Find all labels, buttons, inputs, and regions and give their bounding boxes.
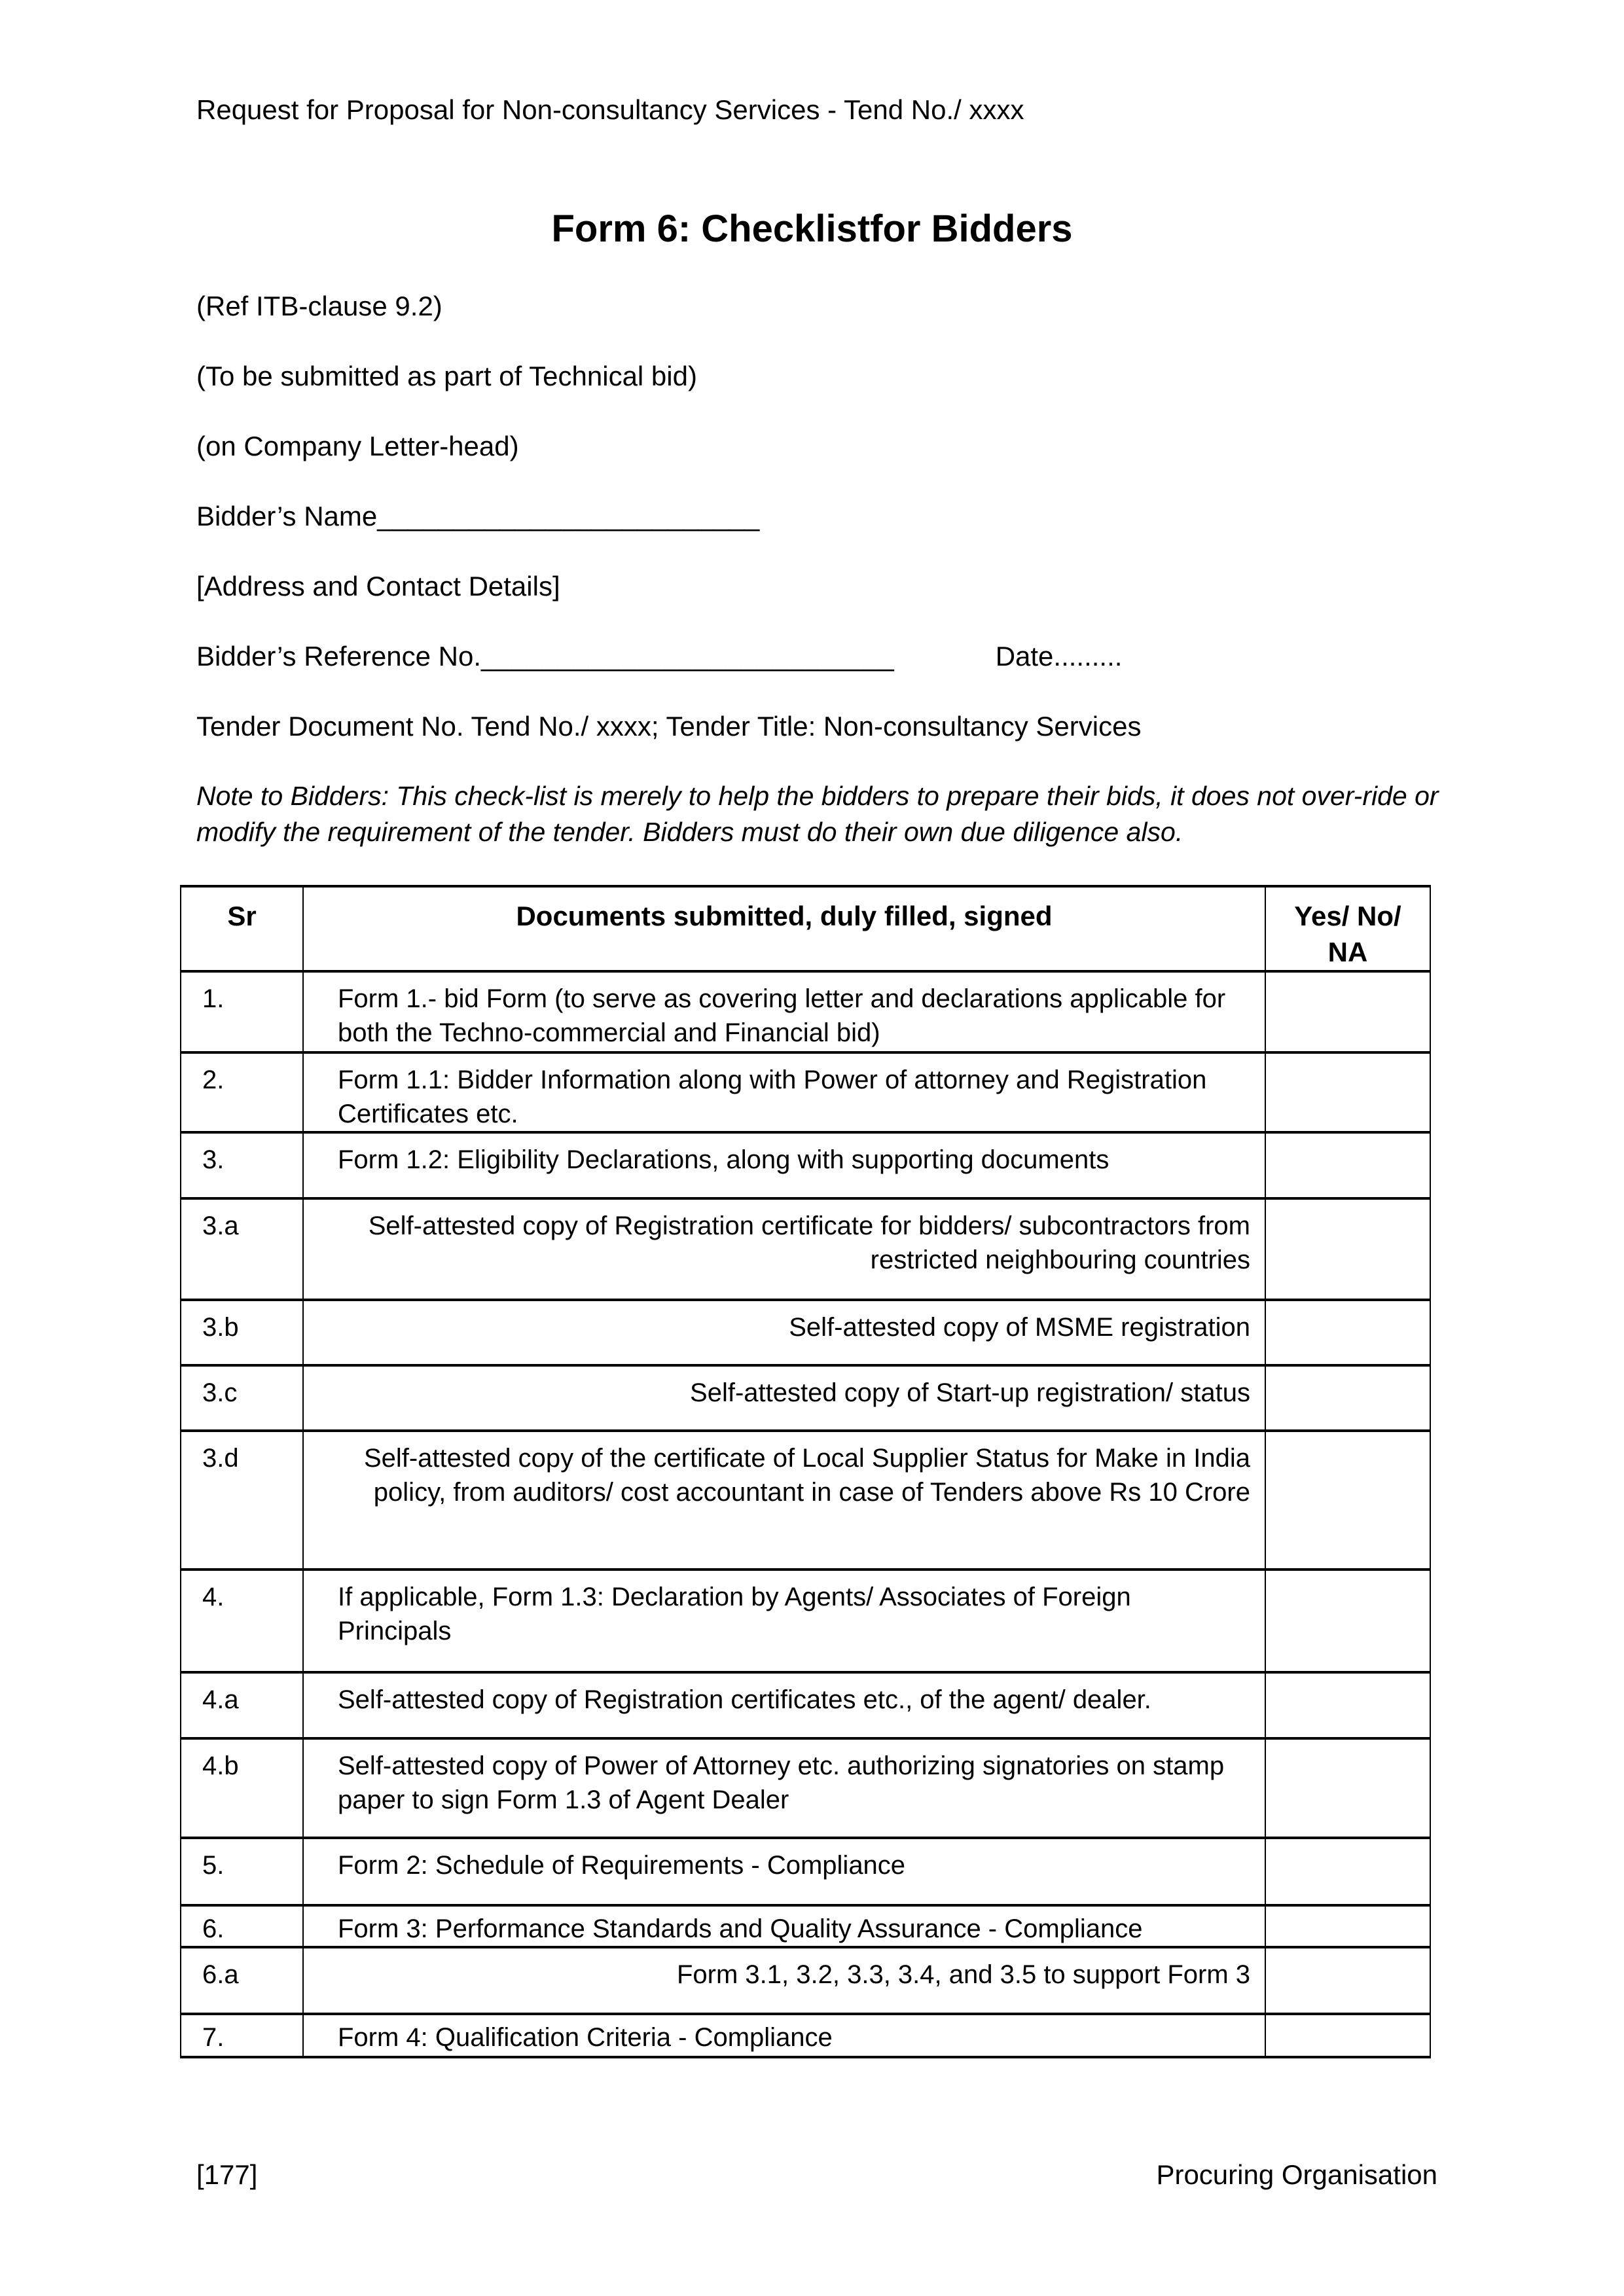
row-document: Form 3.1, 3.2, 3.3, 3.4, and 3.5 to support Form 3 bbox=[303, 1947, 1265, 2014]
row-status-cell bbox=[1265, 1570, 1430, 1672]
table-header-row bbox=[181, 886, 1430, 971]
date-label: Date......... bbox=[995, 641, 1123, 672]
table-row bbox=[181, 1947, 1430, 2014]
ref-clause-line: (Ref ITB-clause 9.2) bbox=[196, 291, 442, 321]
row-status-cell bbox=[1265, 1431, 1430, 1570]
row-sr: 6.a bbox=[181, 1947, 303, 2014]
row-status-cell bbox=[1265, 1365, 1430, 1431]
row-document: Self-attested copy of Registration certificate for bidders/ subcontractors from restricted neighbouring countries bbox=[303, 1198, 1265, 1300]
col-header-status: Yes/ No/ NA bbox=[1265, 886, 1430, 971]
row-status-cell bbox=[1265, 1947, 1430, 2014]
reference-label: Bidder’s Reference No. bbox=[196, 641, 482, 672]
row-status-cell bbox=[1265, 1738, 1430, 1838]
row-sr: 3.d bbox=[181, 1431, 303, 1570]
bidder-name-line bbox=[196, 498, 1453, 534]
row-sr: 6. bbox=[181, 1905, 303, 1947]
row-document: Form 1.1: Bidder Information along with Power of attorney and Registration Certificates etc. bbox=[303, 1052, 1265, 1132]
page-footer bbox=[196, 2157, 1437, 2193]
page-header: Request for Proposal for Non-consultancy Services - Tend No./ xxxx bbox=[196, 94, 1024, 125]
row-document: Self-attested copy of Start-up registration/ status bbox=[303, 1365, 1265, 1431]
table-row bbox=[181, 971, 1430, 1052]
footer-page-number: [177] bbox=[196, 2159, 258, 2190]
row-document: Form 1.- bid Form (to serve as covering letter and declarations applicable for both the Techno-commercial and Financial bid) bbox=[303, 971, 1265, 1052]
row-status-cell bbox=[1265, 1052, 1430, 1132]
row-sr: 1. bbox=[181, 971, 303, 1052]
table-row bbox=[181, 1198, 1430, 1300]
row-sr: 2. bbox=[181, 1052, 303, 1132]
row-status-cell bbox=[1265, 1198, 1430, 1300]
row-sr: 3.b bbox=[181, 1300, 303, 1365]
col-header-sr: Sr bbox=[181, 886, 303, 971]
table-row bbox=[181, 1905, 1430, 1947]
tender-line: Tender Document No. Tend No./ xxxx; Tender Title: Non-consultancy Services bbox=[196, 711, 1142, 742]
row-status-cell bbox=[1265, 2014, 1430, 2057]
row-document: If applicable, Form 1.3: Declaration by Agents/ Associates of Foreign Principals bbox=[303, 1570, 1265, 1672]
table-row bbox=[181, 1738, 1430, 1838]
reference-line bbox=[196, 638, 1453, 674]
letterhead-line: (on Company Letter-head) bbox=[196, 431, 519, 461]
intro-section bbox=[196, 288, 1453, 884]
table-row bbox=[181, 1838, 1430, 1905]
bidder-name-blank: _________________________ bbox=[377, 501, 760, 531]
row-document: Self-attested copy of the certificate of Local Supplier Status for Make in India policy, from auditors/ cost accountant in case of Tenders above Rs 10 Crore bbox=[303, 1431, 1265, 1570]
table-row bbox=[181, 1300, 1430, 1365]
table-row bbox=[181, 1132, 1430, 1198]
note-to-bidders: Note to Bidders: This check-list is merely to help the bidders to prepare their bids, it does not over-ride or modify the requirement of the tender. Bidders must do their own due diligence also. bbox=[196, 781, 1439, 847]
reference-blank: ___________________________ bbox=[481, 641, 894, 672]
checklist-table bbox=[180, 885, 1431, 2058]
row-sr: 3.a bbox=[181, 1198, 303, 1300]
row-status-cell bbox=[1265, 1838, 1430, 1905]
row-document: Form 4: Qualification Criteria - Compliance bbox=[303, 2014, 1265, 2057]
row-document: Self-attested copy of MSME registration bbox=[303, 1300, 1265, 1365]
table-row bbox=[181, 1570, 1430, 1672]
table-row bbox=[181, 2014, 1430, 2057]
row-status-cell bbox=[1265, 1905, 1430, 1947]
table-row bbox=[181, 1431, 1430, 1570]
row-sr: 7. bbox=[181, 2014, 303, 2057]
address-line: [Address and Contact Details] bbox=[196, 571, 560, 601]
row-sr: 5. bbox=[181, 1838, 303, 1905]
bidder-name-label: Bidder’s Name bbox=[196, 501, 378, 531]
row-sr: 4.b bbox=[181, 1738, 303, 1838]
row-status-cell bbox=[1265, 1132, 1430, 1198]
row-document: Form 3: Performance Standards and Quality Assurance - Compliance bbox=[303, 1905, 1265, 1947]
row-document: Self-attested copy of Registration certificates etc., of the agent/ dealer. bbox=[303, 1672, 1265, 1738]
row-document: Self-attested copy of Power of Attorney etc. authorizing signatories on stamp paper to sign Form 1.3 of Agent Dealer bbox=[303, 1738, 1265, 1838]
row-sr: 3.c bbox=[181, 1365, 303, 1431]
row-document: Form 1.2: Eligibility Declarations, along with supporting documents bbox=[303, 1132, 1265, 1198]
table-row bbox=[181, 1672, 1430, 1738]
row-sr: 4. bbox=[181, 1570, 303, 1672]
row-sr: 4.a bbox=[181, 1672, 303, 1738]
table-row bbox=[181, 1365, 1430, 1431]
row-status-cell bbox=[1265, 1672, 1430, 1738]
row-status-cell bbox=[1265, 1300, 1430, 1365]
col-header-documents: Documents submitted, duly filled, signed bbox=[303, 886, 1265, 971]
row-document: Form 2: Schedule of Requirements - Compliance bbox=[303, 1838, 1265, 1905]
footer-organisation: Procuring Organisation bbox=[1156, 2159, 1437, 2190]
table-row bbox=[181, 1052, 1430, 1132]
submission-line: (To be submitted as part of Technical bid) bbox=[196, 361, 697, 391]
row-sr: 3. bbox=[181, 1132, 303, 1198]
page-title: Form 6: Checklistfor Bidders bbox=[551, 207, 1073, 250]
row-status-cell bbox=[1265, 971, 1430, 1052]
